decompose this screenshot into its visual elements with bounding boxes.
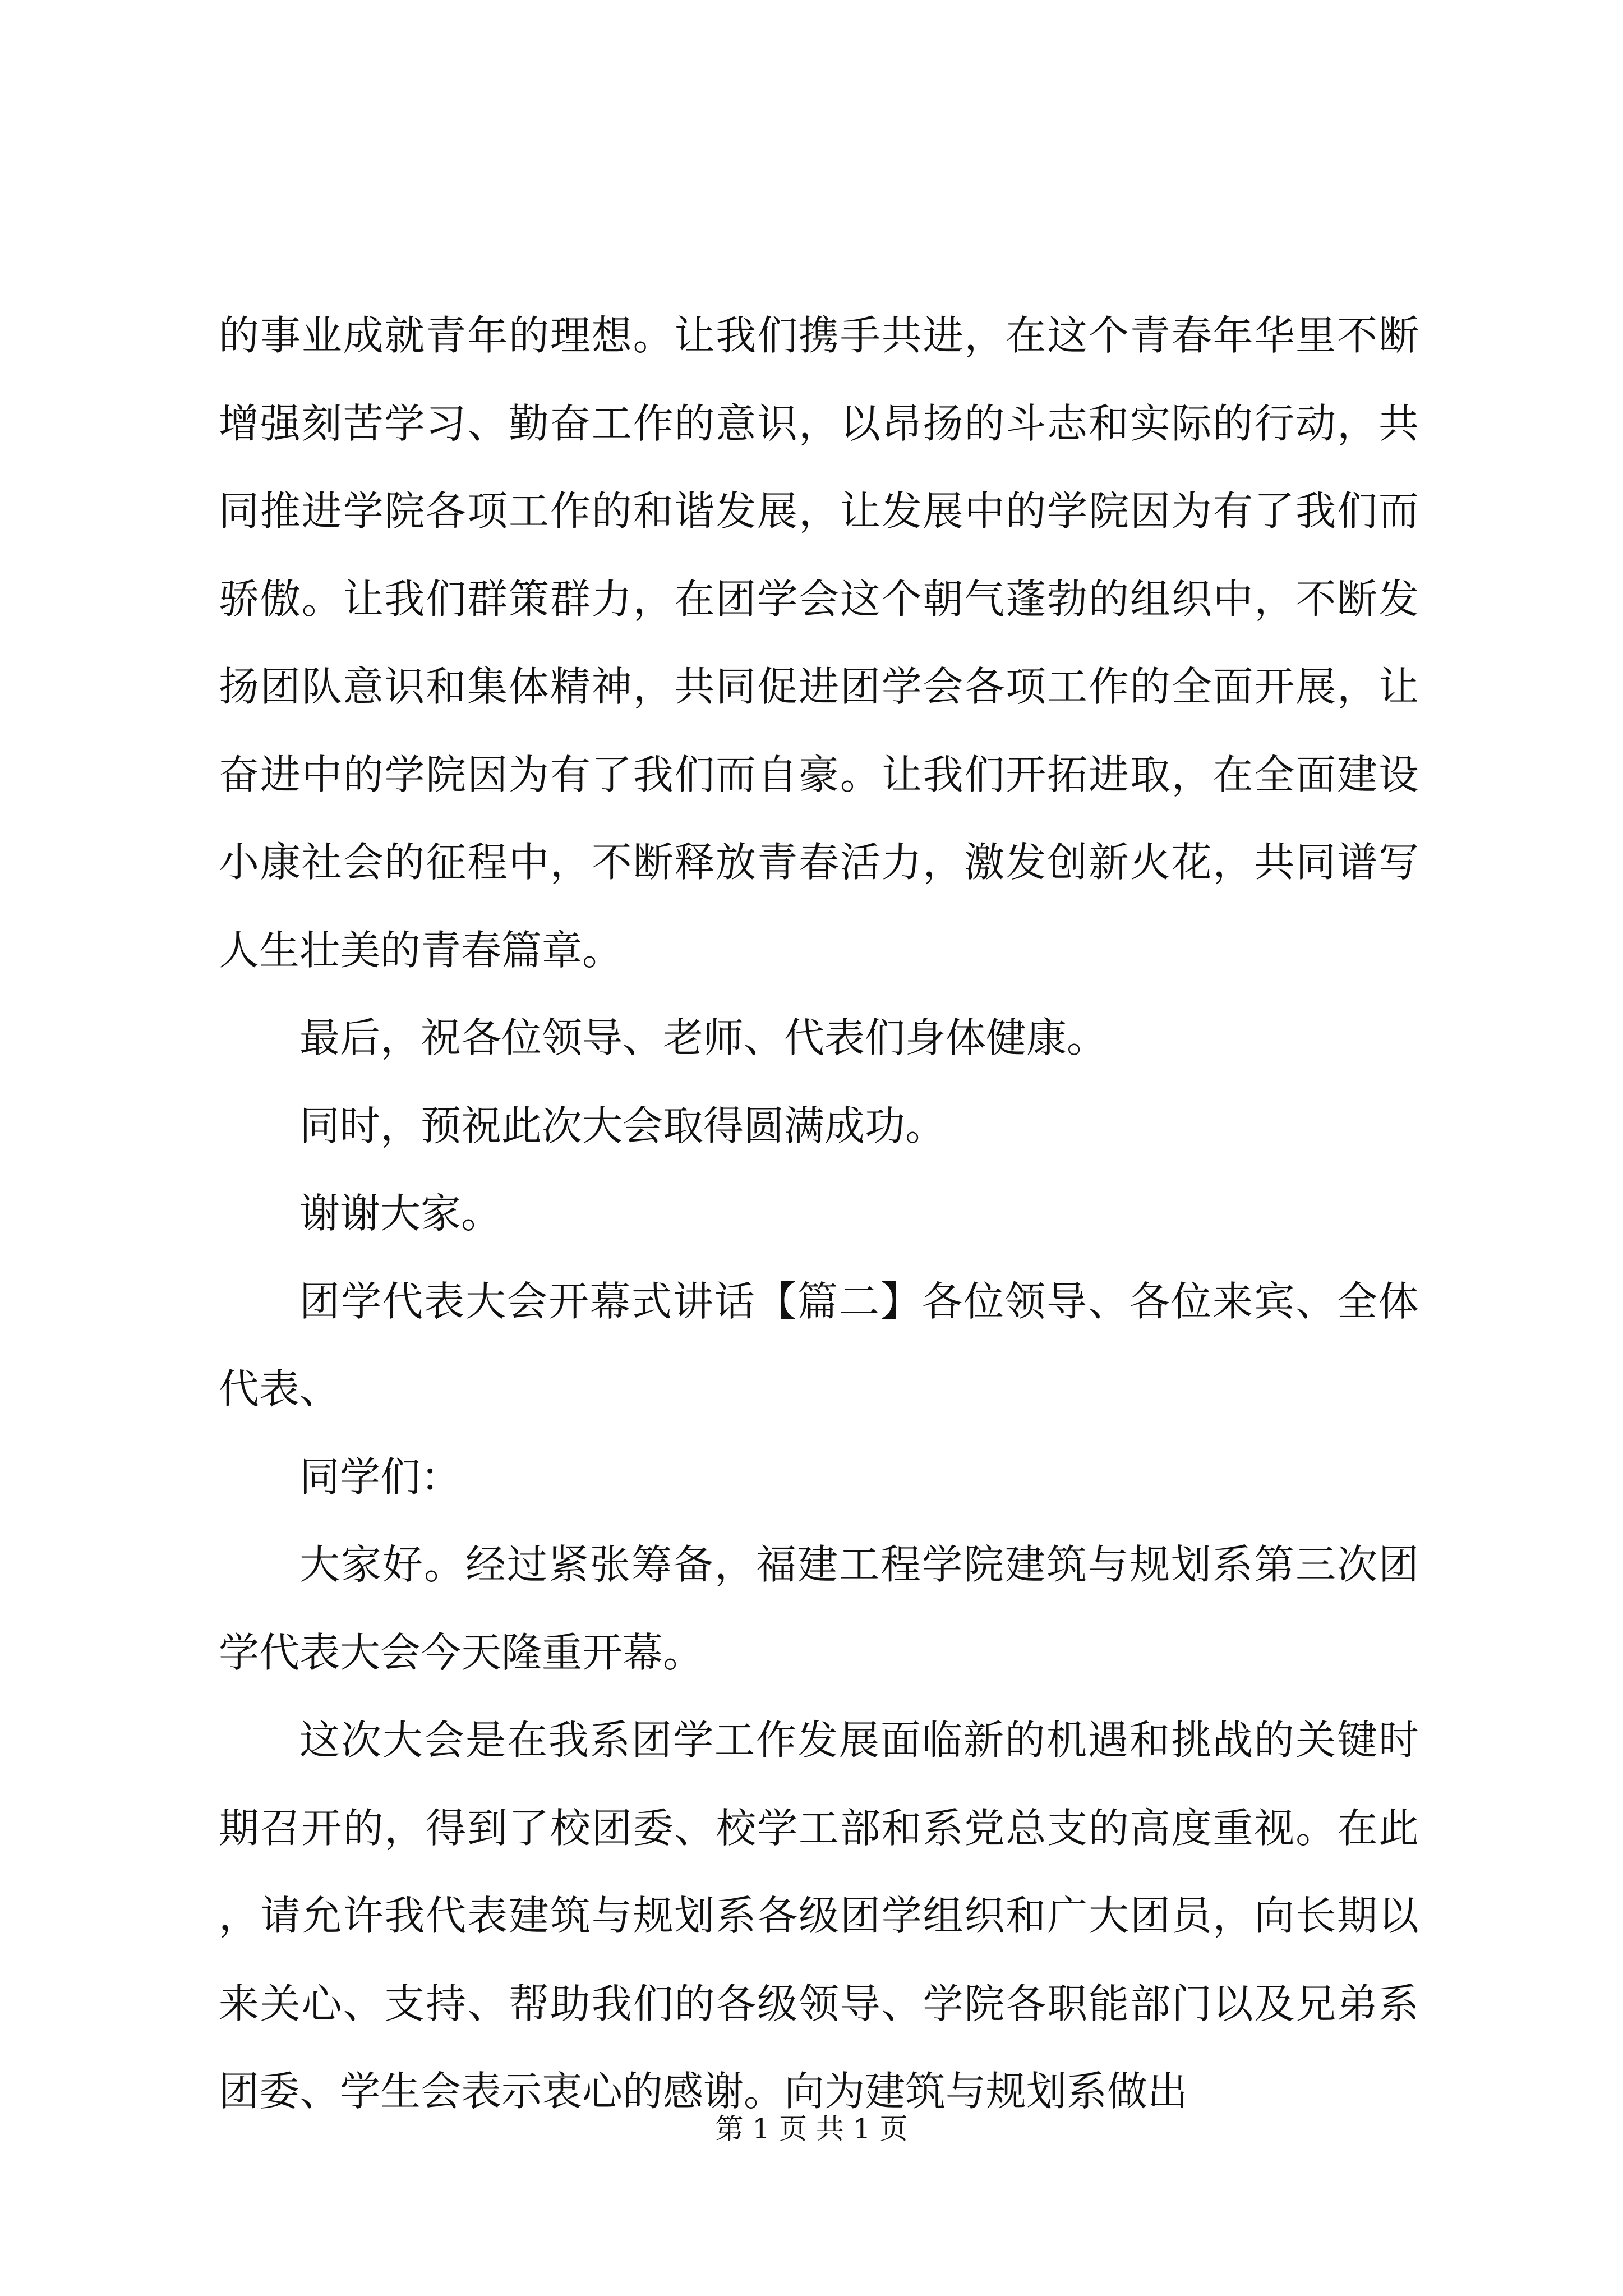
paragraph-section-two-heading: 团学代表大会开幕式讲话【篇二】各位领导、各位来宾、全体代表、 (219, 1277, 1419, 1412)
document-body (219, 292, 1419, 2136)
page-footer (0, 2109, 1623, 2148)
paragraph-acknowledgement: 这次大会是在我系团学工作发展面临新的机遇和挑战的关键时期召开的，得到了校团委、校学工部和系党总支的高度重视。在此，请允许我代表建筑与规划系各级团学组织和广大团员，向长期以来关心、支持、帮助我们的各级领导、学院各职能部门以及兄弟系团委、学生会表示衷心的感谢。向为建筑与规划系做出 (219, 1717, 1419, 2115)
paragraph-greeting: 大家好。经过紧张筹备，福建工程学院建筑与规划系第三次团学代表大会今天隆重开幕。 (219, 1541, 1419, 1676)
paragraph-salutation: 同学们： (299, 1453, 462, 1501)
paragraph-thanks: 谢谢大家。 (299, 1190, 502, 1237)
paragraph-wishes-health: 最后，祝各位领导、老师、代表们身体健康。 (299, 1014, 1108, 1061)
page-number-indicator: 第 1 页 共 1 页 (715, 2113, 908, 2145)
paragraph-closing-appeal: 的事业成就青年的理想。让我们携手共进，在这个青春年华里不断增强刻苦学习、勤奋工作的意识，以昂扬的斗志和实际的行动，共同推进学院各项工作的和谐发展，让发展中的学院因为有了我们而骄傲。让我们群策群力，在团学会这个朝气蓬勃的组织中，不断发扬团队意识和集体精神，共同促进团学会各项工作的全面开展，让奋进中的学院因为有了我们而自豪。让我们开拓进取，在全面建设小康社会的征程中，不断释放青春活力，激发创新火花，共同谱写人生壮美的青春篇章。 (219, 312, 1419, 974)
paragraph-wishes-success: 同时，预祝此次大会取得圆满成功。 (299, 1102, 946, 1149)
